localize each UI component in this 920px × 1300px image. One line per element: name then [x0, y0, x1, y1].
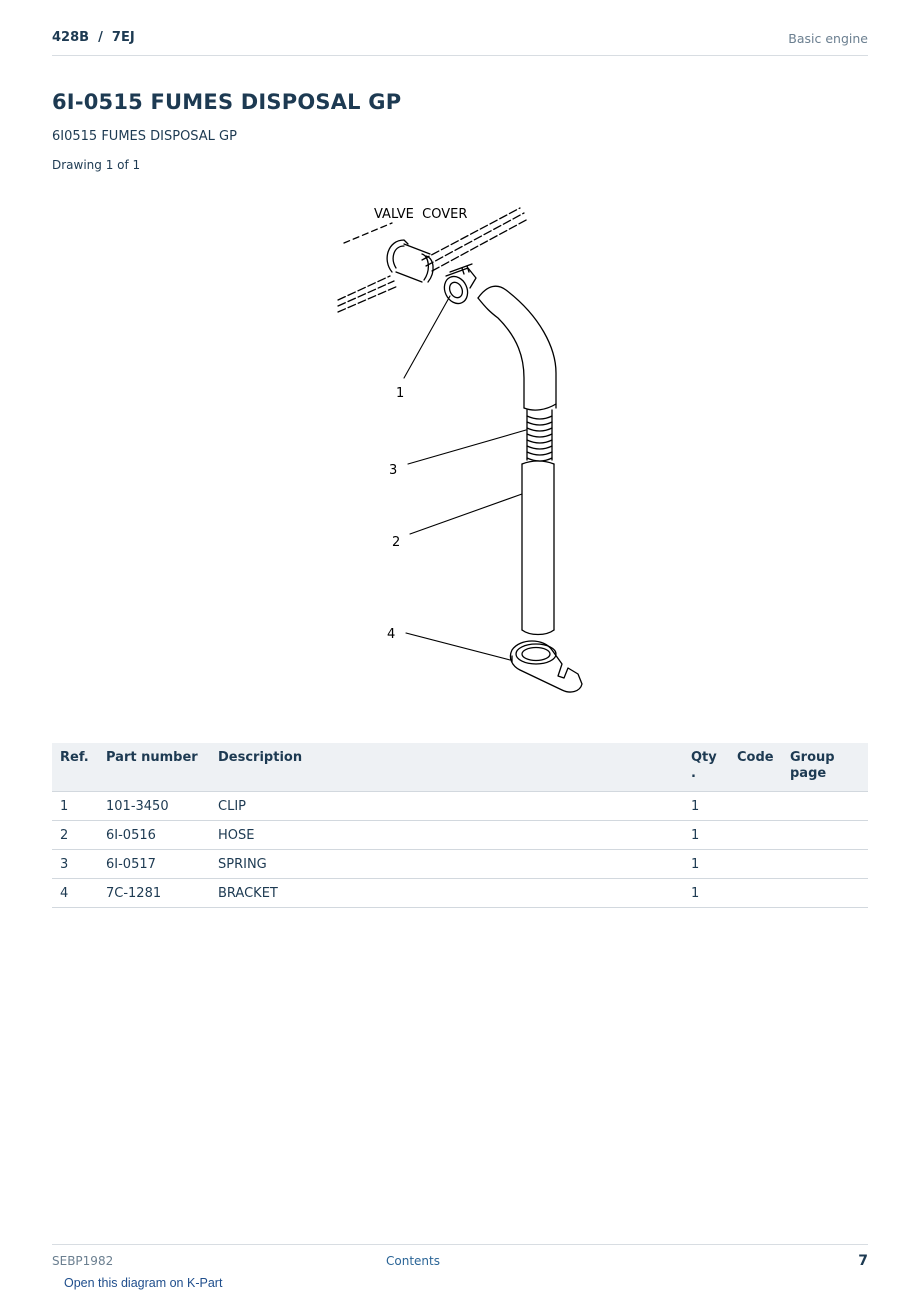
header-qty: Qty . — [683, 743, 729, 792]
callout-3: 3 — [389, 463, 398, 478]
callout-2: 2 — [392, 535, 401, 550]
cell-group-page — [782, 821, 868, 850]
section-name: Basic engine — [788, 31, 868, 46]
valve-cover-label: VALVE COVER — [374, 207, 468, 222]
cell-ref: 1 — [52, 792, 98, 821]
cell-qty: 1 — [683, 792, 729, 821]
header-code: Code — [729, 743, 782, 792]
cell-description: HOSE — [210, 821, 683, 850]
clip-part — [440, 264, 476, 307]
cell-part-number: 6I-0517 — [98, 850, 210, 879]
spring-part — [527, 410, 552, 461]
cell-code — [729, 821, 782, 850]
cell-description: CLIP — [210, 792, 683, 821]
page-number: 7 — [858, 1253, 868, 1269]
table-row — [52, 821, 868, 850]
cell-code — [729, 850, 782, 879]
cell-code — [729, 879, 782, 908]
header-description: Description — [210, 743, 683, 792]
table-row — [52, 879, 868, 908]
header-ref: Ref. — [52, 743, 98, 792]
drawing-count: Drawing 1 of 1 — [52, 158, 141, 172]
cell-code — [729, 792, 782, 821]
cell-part-number: 101-3450 — [98, 792, 210, 821]
cell-description: BRACKET — [210, 879, 683, 908]
header-group-page: Group page — [782, 743, 868, 792]
cell-ref: 2 — [52, 821, 98, 850]
cell-group-page — [782, 879, 868, 908]
table-row — [52, 792, 868, 821]
hose-bend — [478, 286, 556, 410]
parts-table — [52, 743, 868, 908]
document-id: SEBP1982 — [52, 1254, 114, 1268]
cell-group-page — [782, 792, 868, 821]
callout-4: 4 — [387, 627, 396, 642]
page-header — [52, 28, 868, 56]
page-footer — [52, 1244, 868, 1274]
breather-tube — [387, 240, 433, 282]
contents-link[interactable]: Contents — [386, 1254, 440, 1268]
parts-diagram-drawing — [330, 198, 600, 708]
cell-qty: 1 — [683, 850, 729, 879]
kpart-diagram-link[interactable]: Open this diagram on K-Part — [64, 1276, 223, 1290]
hose-straight — [522, 461, 554, 635]
valve-cover-outline — [338, 208, 528, 312]
cell-qty: 1 — [683, 821, 729, 850]
cell-ref: 3 — [52, 850, 98, 879]
parts-diagram — [330, 198, 600, 708]
bracket-part — [510, 641, 582, 692]
model-breadcrumb: 428B / 7EJ — [52, 30, 135, 45]
leader-lines — [404, 296, 526, 660]
page-subtitle: 6I0515 FUMES DISPOSAL GP — [52, 129, 237, 144]
page-title: 6I-0515 FUMES DISPOSAL GP — [52, 90, 402, 114]
header-part-number: Part number — [98, 743, 210, 792]
cell-group-page — [782, 850, 868, 879]
callout-1: 1 — [396, 386, 405, 401]
table-row — [52, 850, 868, 879]
cell-description: SPRING — [210, 850, 683, 879]
table-header-row — [52, 743, 868, 792]
cell-part-number: 7C-1281 — [98, 879, 210, 908]
cell-ref: 4 — [52, 879, 98, 908]
cell-qty: 1 — [683, 879, 729, 908]
cell-part-number: 6I-0516 — [98, 821, 210, 850]
